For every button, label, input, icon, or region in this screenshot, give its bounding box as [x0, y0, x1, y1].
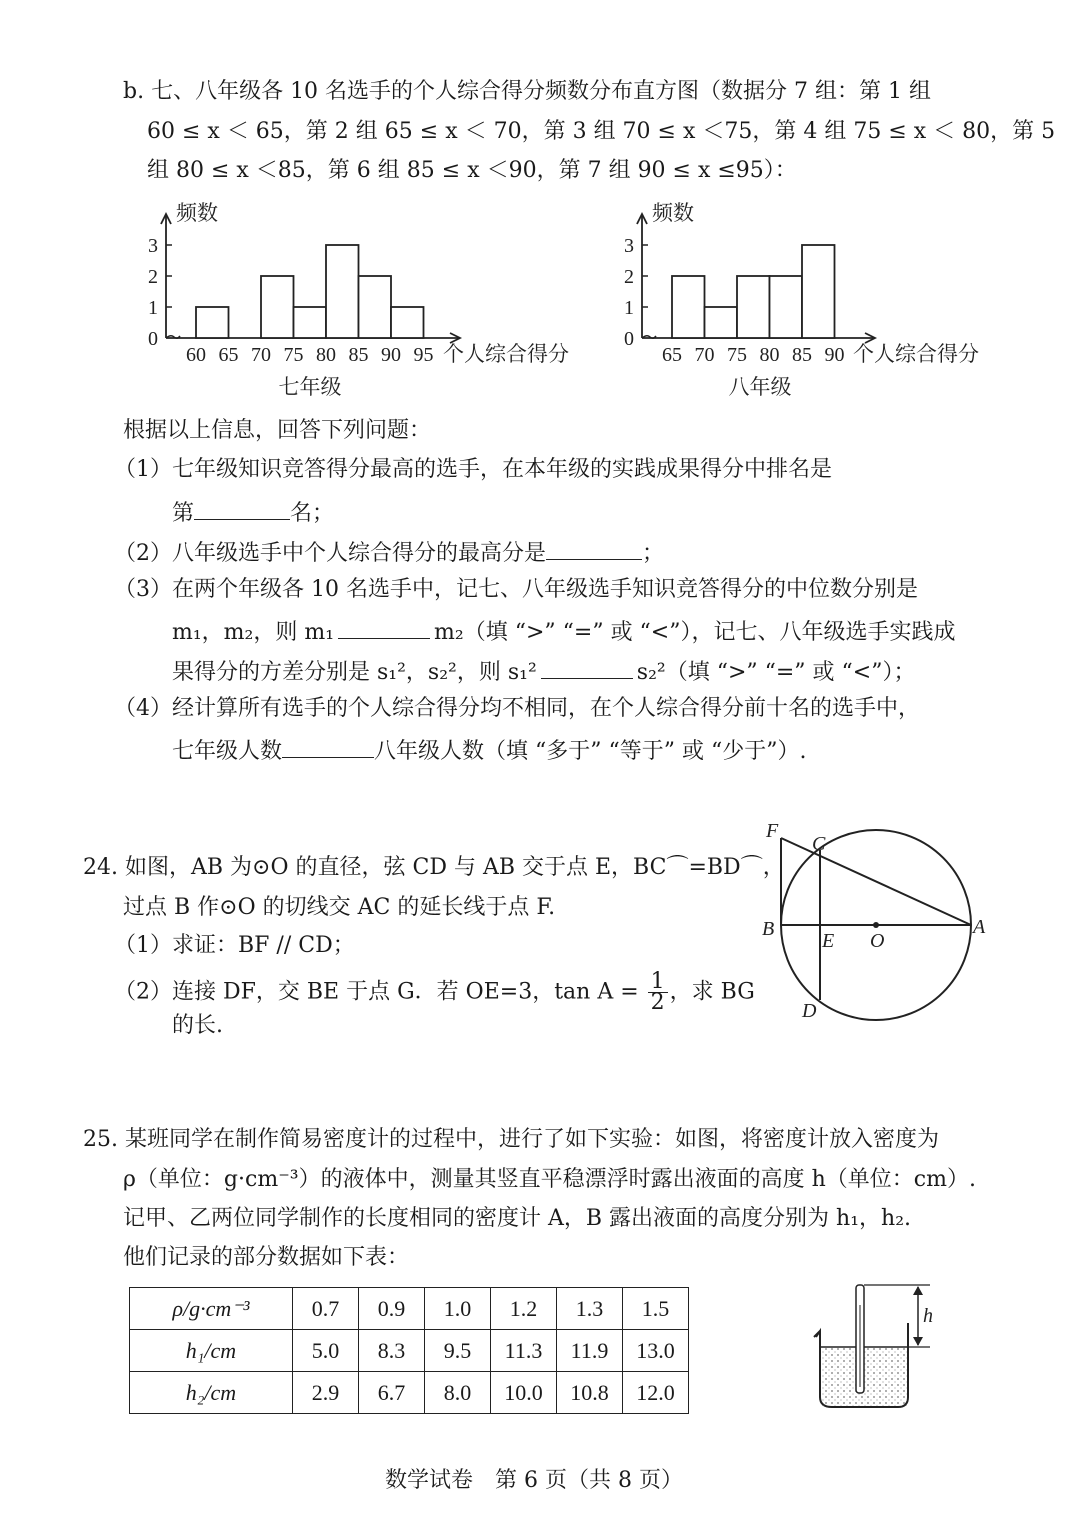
question-2-suffix: ；	[642, 541, 665, 566]
question-3-line-1: （3）在两个年级各 10 名选手中，记七、八年级选手知识竞答得分的中位数分别是	[114, 577, 918, 602]
chart-title: 七年级	[278, 375, 342, 399]
table-cell: 11.3	[491, 1330, 557, 1372]
q25-line-1: 25. 某班同学在制作简易密度计的过程中，进行了如下实验：如图，将密度计放入密度为	[83, 1127, 939, 1152]
x-tick-label: 80	[759, 344, 780, 366]
y-tick-label: 3	[148, 235, 158, 257]
table-cell: 5.0	[293, 1330, 359, 1372]
table-cell: 1.3	[557, 1288, 623, 1330]
arrowhead-up	[913, 1286, 923, 1295]
question-1-suffix: 名；	[290, 501, 335, 526]
x-tick-label: 85	[348, 344, 369, 366]
y-tick-label: 2	[624, 266, 634, 288]
histogram-bar	[705, 307, 738, 338]
x-tick-label: 70	[694, 344, 715, 366]
label-f: F	[766, 820, 779, 842]
question-3-median-suffix: m₂（填 “>” “=” 或 “<”），记七、八年级选手实践成	[434, 620, 956, 645]
question-1-prefix: 第	[172, 501, 195, 526]
x-tick-label: 75	[283, 344, 304, 366]
table-cell: 6.7	[359, 1372, 425, 1414]
table-row	[130, 1330, 689, 1372]
y-axis-label: 频数	[652, 201, 694, 225]
y-tick-label: 0	[624, 328, 634, 350]
table-cell: 0.7	[293, 1288, 359, 1330]
histogram-bar	[802, 245, 835, 338]
q24-part-2	[114, 969, 755, 1015]
answer-blank-3b[interactable]	[541, 656, 633, 679]
fraction-numerator: 1	[648, 972, 668, 993]
table-cell: 1.2	[491, 1288, 557, 1330]
row-header-h2: h₂/cm	[130, 1372, 293, 1414]
table-cell: 13.0	[623, 1330, 689, 1372]
question-4-line-1: （4）经计算所有选手的个人综合得分均不相同，在个人综合得分前十名的选手中，	[114, 696, 920, 721]
q25-line-2: ρ（单位：g·cm⁻³）的液体中，测量其竖直平稳漂浮时露出液面的高度 h（单位：cm）.	[123, 1167, 976, 1192]
row-header-rho: ρ/g·cm⁻³	[130, 1288, 293, 1330]
center-point-o	[873, 922, 879, 928]
q24-part-2-text: （2）连接 DF，交 BE 于点 G．若 OE=3，tan A =	[114, 979, 639, 1005]
x-tick-label: 70	[251, 344, 271, 366]
table-cell: 12.0	[623, 1372, 689, 1414]
x-axis-label: 个人综合得分	[853, 342, 979, 366]
q24-part-2-end: 的长.	[172, 1013, 223, 1038]
histogram-bar	[326, 245, 359, 338]
histogram-bar	[294, 307, 327, 338]
y-tick-label: 3	[624, 235, 634, 257]
questions-intro: 根据以上信息，回答下列问题：	[123, 418, 432, 443]
answer-blank-3a[interactable]	[338, 616, 430, 639]
question-1-line-1: （1）七年级知识竞答得分最高的选手，在本年级的实践成果得分中排名是	[114, 457, 832, 482]
table-cell: 1.0	[425, 1288, 491, 1330]
density-data-table	[129, 1287, 689, 1414]
question-3-variance-suffix: s₂²（填 “>” “=” 或 “<”）；	[636, 660, 916, 685]
fraction-one-half	[648, 969, 668, 1015]
histogram-bar	[737, 276, 770, 338]
histogram-grade-8	[605, 198, 1025, 408]
table-cell: 11.9	[557, 1330, 623, 1372]
q24-line-2: 过点 B 作⊙O 的切线交 AC 的延长线于点 F.	[123, 895, 556, 920]
question-1-line-2	[172, 497, 334, 528]
q24-part-2-suffix: ，求 BG	[669, 979, 755, 1005]
x-tick-label: 90	[824, 344, 845, 366]
table-row	[130, 1288, 689, 1330]
table-cell: 10.0	[491, 1372, 557, 1414]
table-cell: 0.9	[359, 1288, 425, 1330]
part-b-line-3: 组 80 ≤ x ＜85，第 6 组 85 ≤ x ＜90，第 7 组 90 ≤ x ≤95）：	[147, 158, 797, 183]
question-4-suffix: 八年级人数（填 “多于” “等于” 或 “少于”）.	[374, 739, 807, 764]
chart-title: 八年级	[728, 375, 792, 399]
histogram-bar	[391, 307, 424, 338]
question-3-line-2	[172, 616, 956, 647]
x-tick-label: 90	[381, 344, 401, 366]
label-e: E	[822, 930, 835, 952]
y-tick-label: 1	[624, 297, 634, 319]
arrowhead-down	[913, 1337, 923, 1346]
x-tick-label: 95	[413, 344, 434, 366]
x-axis-label: 个人综合得分	[443, 342, 569, 366]
histogram-grade-7	[130, 198, 600, 408]
q25-line-3: 记甲、乙两位同学制作的长度相同的密度计 A，B 露出液面的高度分别为 h₁，h₂.	[123, 1206, 912, 1231]
table-cell: 1.5	[623, 1288, 689, 1330]
table-cell: 8.0	[425, 1372, 491, 1414]
question-3-median-text: m₁，m₂，则 m₁	[172, 620, 335, 645]
part-b-line-2: 60 ≤ x ＜ 65，第 2 组 65 ≤ x ＜ 70，第 3 组 70 ≤ x ＜75，第 4 组 75 ≤ x ＜ 80，第 5	[147, 119, 1056, 144]
x-tick-label: 65	[218, 344, 239, 366]
table-cell: 9.5	[425, 1330, 491, 1372]
fraction-denominator: 2	[650, 990, 665, 1015]
y-axis-label: 频数	[176, 201, 218, 225]
question-4-line-2	[172, 735, 806, 766]
question-2-line	[114, 537, 664, 568]
table-row	[130, 1372, 689, 1414]
y-tick-label: 2	[148, 266, 158, 288]
histogram-bar	[770, 276, 803, 338]
answer-blank-2[interactable]	[546, 537, 642, 560]
y-tick-label: 1	[148, 297, 158, 319]
x-tick-label: 85	[792, 344, 812, 366]
q25-line-4: 他们记录的部分数据如下表：	[123, 1245, 410, 1270]
q24-part-1: （1）求证：BF // CD；	[114, 933, 355, 958]
x-tick-label: 60	[186, 344, 206, 366]
page-footer: 数学试卷 第 6 页（共 8 页）	[385, 1468, 683, 1493]
table-cell: 8.3	[359, 1330, 425, 1372]
histogram-bar	[359, 276, 392, 338]
x-tick-label: 80	[316, 344, 336, 366]
x-tick-label: 75	[727, 344, 747, 366]
histogram-bar	[261, 276, 294, 338]
question-2-text: （2）八年级选手中个人综合得分的最高分是	[114, 541, 546, 566]
table-cell: 2.9	[293, 1372, 359, 1414]
height-label: h	[923, 1305, 933, 1327]
question-3-line-3	[172, 656, 915, 687]
question-4-prefix: 七年级人数	[172, 739, 283, 764]
label-b: B	[762, 918, 775, 940]
label-d: D	[802, 1000, 817, 1022]
answer-blank-1[interactable]	[194, 497, 290, 520]
label-o: O	[870, 930, 885, 952]
histogram-bar	[672, 276, 705, 338]
label-c: C	[812, 833, 826, 855]
circle-geometry-figure	[750, 815, 1000, 1025]
x-tick-label: 65	[662, 344, 682, 366]
histogram-bar	[196, 307, 229, 338]
table-cell: 10.8	[557, 1372, 623, 1414]
answer-blank-4[interactable]	[282, 735, 374, 758]
q24-line-1: 24. 如图，AB 为⊙O 的直径，弦 CD 与 AB 交于点 E，BC⌒=BD⌒，	[83, 855, 785, 880]
label-a: A	[973, 916, 986, 938]
beaker-hydrometer-figure	[800, 1275, 950, 1420]
question-3-variance-text: 果得分的方差分别是 s₁²，s₂²，则 s₁²	[172, 660, 537, 685]
line-fa	[781, 838, 971, 925]
part-b-line-1: b. 七、八年级各 10 名选手的个人综合得分频数分布直方图（数据分 7 组：第 1 组	[123, 79, 932, 104]
y-tick-label: 0	[148, 328, 158, 350]
row-header-h1: h₁/cm	[130, 1330, 293, 1372]
